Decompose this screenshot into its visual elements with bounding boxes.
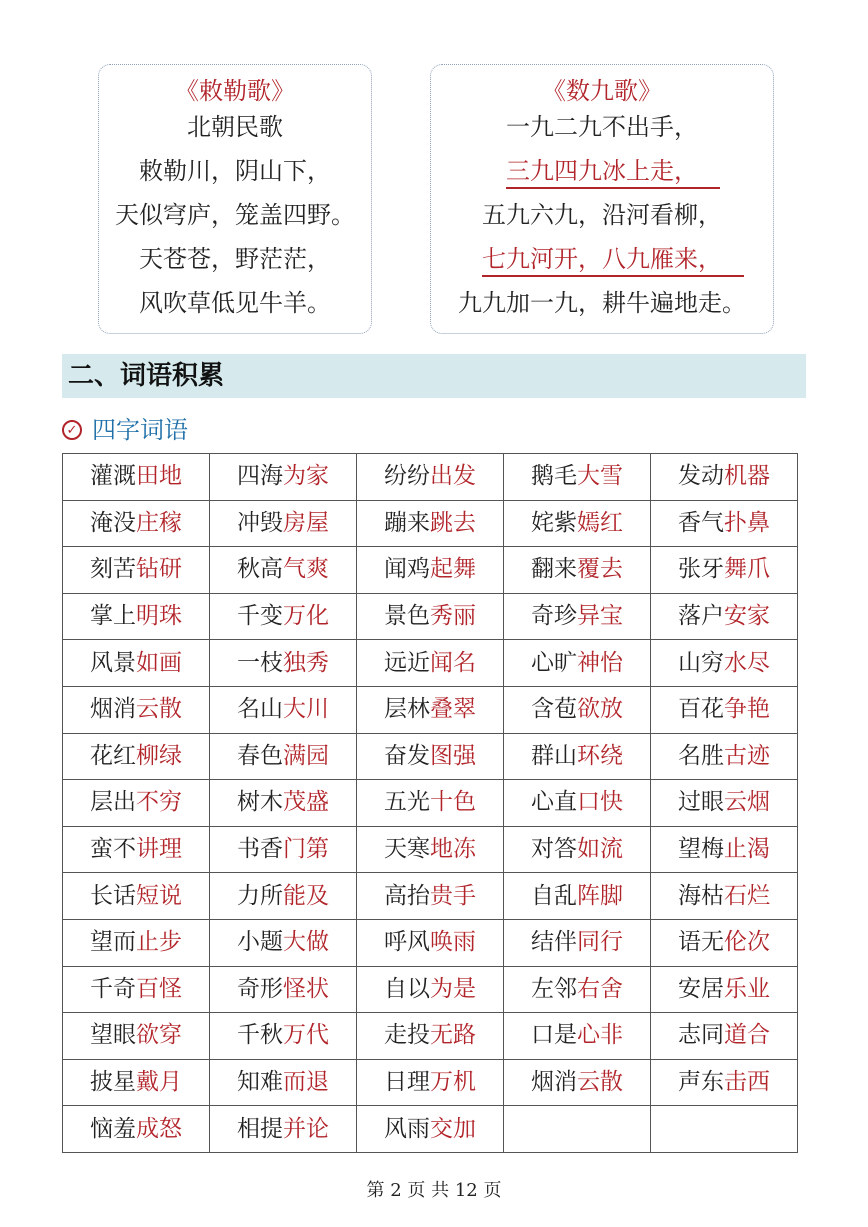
idiom-cell (63, 1013, 210, 1060)
idiom-table (62, 453, 798, 1153)
idiom-second-half: 不穷 (136, 789, 182, 816)
idiom-cell (210, 826, 357, 873)
idiom-cell (210, 733, 357, 780)
idiom-second-half: 短说 (136, 882, 182, 909)
idiom-second-half: 止步 (136, 929, 182, 956)
idiom-first-half: 望梅 (678, 836, 724, 863)
idiom-first-half: 自乱 (531, 882, 577, 909)
table-row (63, 873, 798, 920)
idiom-first-half: 日理 (384, 1069, 430, 1096)
poem-line-text: 敕勒川，阴山下， (139, 157, 331, 185)
idiom-second-half: 秀丽 (430, 603, 476, 630)
idiom-cell (210, 1059, 357, 1106)
idiom-cell (63, 966, 210, 1013)
idiom-cell (210, 780, 357, 827)
idiom-first-half: 书香 (237, 836, 283, 863)
idiom-second-half: 万机 (430, 1069, 476, 1096)
idiom-cell (63, 1059, 210, 1106)
idiom-second-half: 大川 (283, 696, 329, 723)
idiom-first-half: 走投 (384, 1022, 430, 1049)
idiom-second-half: 阵脚 (577, 882, 623, 909)
idiom-second-half: 古迹 (724, 742, 770, 769)
idiom-first-half: 千秋 (237, 1022, 283, 1049)
idiom-cell (357, 966, 504, 1013)
table-row (63, 1106, 798, 1153)
idiom-second-half: 大做 (283, 929, 329, 956)
idiom-second-half: 机器 (724, 463, 770, 490)
idiom-second-half: 右舍 (577, 975, 623, 1002)
section-title: 二、词语积累 (68, 361, 225, 391)
idiom-second-half: 百怪 (136, 975, 182, 1002)
idiom-cell (210, 640, 357, 687)
idiom-cell (504, 780, 651, 827)
idiom-second-half: 万化 (283, 603, 329, 630)
idiom-cell (210, 547, 357, 594)
idiom-cell (504, 919, 651, 966)
idiom-cell (63, 593, 210, 640)
poem-line (431, 149, 773, 193)
idiom-second-half: 安家 (724, 603, 770, 630)
idiom-first-half: 纷纷 (384, 463, 430, 490)
idiom-first-half: 千变 (237, 603, 283, 630)
idiom-cell (210, 593, 357, 640)
idiom-cell (63, 686, 210, 733)
idiom-second-half: 嫣红 (577, 509, 623, 536)
idiom-cell (651, 593, 798, 640)
poem-line (99, 237, 371, 281)
idiom-second-half: 明珠 (136, 603, 182, 630)
idiom-cell (210, 966, 357, 1013)
poem-lines (99, 105, 371, 325)
idiom-second-half: 唤雨 (430, 929, 476, 956)
subsection-title: 四字词语 (92, 416, 188, 444)
poem-line-text: 七九河开，八九雁来， (482, 245, 744, 277)
poem-card-shujiu-ge (430, 64, 774, 334)
table-row (63, 780, 798, 827)
idiom-first-half: 名胜 (678, 742, 724, 769)
section-header-bar (62, 354, 806, 398)
idiom-cell (63, 547, 210, 594)
idiom-second-half: 十色 (430, 789, 476, 816)
idiom-second-half: 满园 (283, 742, 329, 769)
idiom-first-half: 长话 (90, 882, 136, 909)
poem-line-text: 风吹草低见牛羊。 (139, 289, 331, 317)
poem-line-text: 一九二九不出手， (506, 113, 698, 141)
idiom-second-half: 贵手 (430, 882, 476, 909)
idiom-second-half: 成怒 (136, 1115, 182, 1142)
poem-line (99, 281, 371, 325)
idiom-second-half: 庄稼 (136, 509, 182, 536)
idiom-first-half: 景色 (384, 603, 430, 630)
idiom-cell (357, 873, 504, 920)
poem-line-text: 天似穹庐，笼盖四野。 (115, 201, 355, 229)
idiom-second-half: 跳去 (430, 509, 476, 536)
idiom-cell (63, 873, 210, 920)
idiom-cell (651, 919, 798, 966)
idiom-cell (504, 733, 651, 780)
idiom-cell (651, 686, 798, 733)
idiom-first-half: 相提 (237, 1115, 283, 1142)
page-footer: 第 2 页 共 12 页 (366, 1180, 502, 1201)
idiom-second-half: 欲放 (577, 696, 623, 723)
poem-line-text: 北朝民歌 (187, 113, 283, 141)
idiom-first-half: 百花 (678, 696, 724, 723)
idiom-first-half: 群山 (531, 742, 577, 769)
idiom-second-half: 气爽 (283, 556, 329, 583)
poem-line-text: 三九四九冰上走， (506, 157, 720, 189)
idiom-first-half: 呼风 (384, 929, 430, 956)
idiom-second-half: 讲理 (136, 836, 182, 863)
idiom-second-half: 欲穿 (136, 1022, 182, 1049)
idiom-first-half: 春色 (237, 742, 283, 769)
idiom-first-half: 志同 (678, 1022, 724, 1049)
idiom-first-half: 花红 (90, 742, 136, 769)
idiom-cell (357, 1013, 504, 1060)
idiom-first-half: 张牙 (678, 556, 724, 583)
idiom-second-half: 云散 (577, 1069, 623, 1096)
idiom-first-half: 安居 (678, 975, 724, 1002)
idiom-second-half: 戴月 (136, 1069, 182, 1096)
idiom-second-half: 闻名 (430, 649, 476, 676)
idiom-first-half: 灌溉 (90, 463, 136, 490)
idiom-second-half: 图强 (430, 742, 476, 769)
idiom-first-half: 高抬 (384, 882, 430, 909)
poem-lines (431, 105, 773, 325)
table-row (63, 826, 798, 873)
idiom-first-half: 千奇 (90, 975, 136, 1002)
idiom-second-half: 覆去 (577, 556, 623, 583)
idiom-second-half: 而退 (283, 1069, 329, 1096)
idiom-second-half: 独秀 (283, 649, 329, 676)
idiom-first-half: 风景 (90, 649, 136, 676)
idiom-first-half: 左邻 (531, 975, 577, 1002)
idiom-first-half: 冲毁 (237, 509, 283, 536)
idiom-cell (651, 1106, 798, 1153)
idiom-cell (357, 919, 504, 966)
idiom-second-half: 茂盛 (283, 789, 329, 816)
idiom-cell (63, 919, 210, 966)
poem-line-text: 天苍苍，野茫茫， (139, 245, 331, 273)
idiom-first-half: 天寒 (384, 836, 430, 863)
idiom-cell (504, 454, 651, 501)
idiom-cell (504, 547, 651, 594)
idiom-cell (651, 1059, 798, 1106)
idiom-first-half: 一枝 (237, 649, 283, 676)
idiom-second-half: 能及 (283, 882, 329, 909)
idiom-cell (63, 454, 210, 501)
idiom-first-half: 五光 (384, 789, 430, 816)
idiom-second-half: 为家 (283, 463, 329, 490)
idiom-second-half: 心非 (577, 1022, 623, 1049)
idiom-second-half: 舞爪 (724, 556, 770, 583)
idiom-first-half: 层出 (90, 789, 136, 816)
idiom-second-half: 大雪 (577, 463, 623, 490)
idiom-second-half: 门第 (283, 836, 329, 863)
idiom-cell (651, 826, 798, 873)
table-row (63, 500, 798, 547)
idiom-second-half: 怪状 (283, 975, 329, 1002)
idiom-cell (651, 547, 798, 594)
idiom-cell (63, 500, 210, 547)
idiom-cell (210, 454, 357, 501)
idiom-second-half: 神怡 (577, 649, 623, 676)
idiom-first-half: 含苞 (531, 696, 577, 723)
idiom-cell (651, 966, 798, 1013)
idiom-cell (210, 873, 357, 920)
idiom-first-half: 淹没 (90, 509, 136, 536)
table-row (63, 454, 798, 501)
idiom-cell (210, 1013, 357, 1060)
idiom-first-half: 山穷 (678, 649, 724, 676)
idiom-cell (651, 873, 798, 920)
poem-line (431, 105, 773, 149)
idiom-first-half: 奋发 (384, 742, 430, 769)
idiom-first-half: 树木 (237, 789, 283, 816)
idiom-cell (504, 1013, 651, 1060)
idiom-first-half: 鹅毛 (531, 463, 577, 490)
idiom-second-half: 云散 (136, 696, 182, 723)
idiom-first-half: 发动 (678, 463, 724, 490)
idiom-second-half: 如画 (136, 649, 182, 676)
idiom-first-half: 知难 (237, 1069, 283, 1096)
idiom-first-half: 海枯 (678, 882, 724, 909)
idiom-cell (651, 780, 798, 827)
idiom-first-half: 奇珍 (531, 603, 577, 630)
idiom-cell (504, 1106, 651, 1153)
idiom-cell (357, 1059, 504, 1106)
idiom-first-half: 声东 (678, 1069, 724, 1096)
idiom-second-half: 如流 (577, 836, 623, 863)
table-row (63, 547, 798, 594)
idiom-first-half: 语无 (678, 929, 724, 956)
poem-title: 《敕勒歌》 (175, 77, 295, 105)
idiom-first-half: 翻来 (531, 556, 577, 583)
idiom-first-half: 烟消 (90, 696, 136, 723)
idiom-first-half: 刻苦 (90, 556, 136, 583)
table-row (63, 733, 798, 780)
idiom-cell (357, 826, 504, 873)
idiom-cell (504, 1059, 651, 1106)
idiom-second-half: 乐业 (724, 975, 770, 1002)
idiom-cell (210, 686, 357, 733)
idiom-first-half: 奇形 (237, 975, 283, 1002)
idiom-second-half: 击西 (724, 1069, 770, 1096)
idiom-second-half: 为是 (430, 975, 476, 1002)
idiom-cell (63, 826, 210, 873)
idiom-first-half: 闻鸡 (384, 556, 430, 583)
idiom-cell (210, 1106, 357, 1153)
idiom-cell (357, 593, 504, 640)
idiom-first-half: 望眼 (90, 1022, 136, 1049)
idiom-second-half: 环绕 (577, 742, 623, 769)
idiom-first-half: 蛮不 (90, 836, 136, 863)
idiom-second-half: 万代 (283, 1022, 329, 1049)
idiom-cell (651, 454, 798, 501)
idiom-first-half: 秋高 (237, 556, 283, 583)
idiom-cell (504, 686, 651, 733)
idiom-second-half: 无路 (430, 1022, 476, 1049)
idiom-cell (504, 593, 651, 640)
table-row (63, 686, 798, 733)
idiom-second-half: 争艳 (724, 696, 770, 723)
idiom-cell (63, 640, 210, 687)
idiom-second-half: 止渴 (724, 836, 770, 863)
table-row (63, 1013, 798, 1060)
idiom-first-half: 恼羞 (90, 1115, 136, 1142)
idiom-cell (63, 780, 210, 827)
subsection-heading (62, 414, 188, 446)
idiom-first-half: 自以 (384, 975, 430, 1002)
idiom-cell (357, 454, 504, 501)
idiom-first-half: 披星 (90, 1069, 136, 1096)
poem-line (99, 193, 371, 237)
idiom-second-half: 地冻 (430, 836, 476, 863)
idiom-cell (504, 500, 651, 547)
idiom-first-half: 层林 (384, 696, 430, 723)
idiom-first-half: 过眼 (678, 789, 724, 816)
idiom-cell (63, 733, 210, 780)
table-row (63, 593, 798, 640)
idiom-cell (357, 686, 504, 733)
idiom-cell (651, 1013, 798, 1060)
idiom-first-half: 落户 (678, 603, 724, 630)
poem-line (431, 281, 773, 325)
idiom-first-half: 心直 (531, 789, 577, 816)
idiom-first-half: 蹦来 (384, 509, 430, 536)
idiom-first-half: 香气 (678, 509, 724, 536)
idiom-second-half: 道合 (724, 1022, 770, 1049)
table-row (63, 640, 798, 687)
idiom-cell (63, 1106, 210, 1153)
poem-line-text: 五九六九，沿河看柳， (482, 201, 722, 229)
idiom-cell (651, 733, 798, 780)
idiom-cell (357, 733, 504, 780)
idiom-first-half: 力所 (237, 882, 283, 909)
poem-line (431, 193, 773, 237)
idiom-first-half: 望而 (90, 929, 136, 956)
idiom-second-half: 房屋 (283, 509, 329, 536)
idiom-second-half: 异宝 (577, 603, 623, 630)
idiom-first-half: 小题 (237, 929, 283, 956)
idiom-second-half: 起舞 (430, 556, 476, 583)
idiom-cell (357, 547, 504, 594)
idiom-cell (504, 640, 651, 687)
idiom-first-half: 姹紫 (531, 509, 577, 536)
idiom-second-half: 口快 (577, 789, 623, 816)
idiom-first-half: 名山 (237, 696, 283, 723)
idiom-cell (357, 1106, 504, 1153)
table-row (63, 1059, 798, 1106)
poem-line-text: 九九加一九，耕牛遍地走。 (458, 289, 746, 317)
idiom-first-half: 风雨 (384, 1115, 430, 1142)
idiom-first-half: 对答 (531, 836, 577, 863)
idiom-second-half: 同行 (577, 929, 623, 956)
idiom-second-half: 石烂 (724, 882, 770, 909)
idiom-second-half: 叠翠 (430, 696, 476, 723)
idiom-first-half: 四海 (237, 463, 283, 490)
idiom-cell (651, 500, 798, 547)
idiom-cell (210, 500, 357, 547)
idiom-cell (357, 640, 504, 687)
poem-title: 《数九歌》 (542, 77, 662, 105)
idiom-first-half: 远近 (384, 649, 430, 676)
idiom-second-half: 水尽 (724, 649, 770, 676)
idiom-first-half: 心旷 (531, 649, 577, 676)
idiom-second-half: 田地 (136, 463, 182, 490)
idiom-second-half: 并论 (283, 1115, 329, 1142)
idiom-first-half: 烟消 (531, 1069, 577, 1096)
table-row (63, 919, 798, 966)
idiom-second-half: 伦次 (724, 929, 770, 956)
idiom-cell (651, 640, 798, 687)
check-circle-icon: ✓ (62, 420, 82, 440)
table-row (63, 966, 798, 1013)
idiom-cell (357, 780, 504, 827)
idiom-second-half: 云烟 (724, 789, 770, 816)
idiom-cell (210, 919, 357, 966)
idiom-second-half: 钻研 (136, 556, 182, 583)
idiom-first-half: 结伴 (531, 929, 577, 956)
idiom-second-half: 交加 (430, 1115, 476, 1142)
poem-card-chile-ge (98, 64, 372, 334)
idiom-cell (504, 826, 651, 873)
idiom-second-half: 扑鼻 (724, 509, 770, 536)
idiom-second-half: 出发 (430, 463, 476, 490)
idiom-first-half: 掌上 (90, 603, 136, 630)
idiom-first-half: 口是 (531, 1022, 577, 1049)
poem-line (99, 149, 371, 193)
poem-line (99, 105, 371, 149)
idiom-cell (504, 966, 651, 1013)
idiom-second-half: 柳绿 (136, 742, 182, 769)
idiom-cell (504, 873, 651, 920)
poem-line (431, 237, 773, 281)
idiom-cell (357, 500, 504, 547)
